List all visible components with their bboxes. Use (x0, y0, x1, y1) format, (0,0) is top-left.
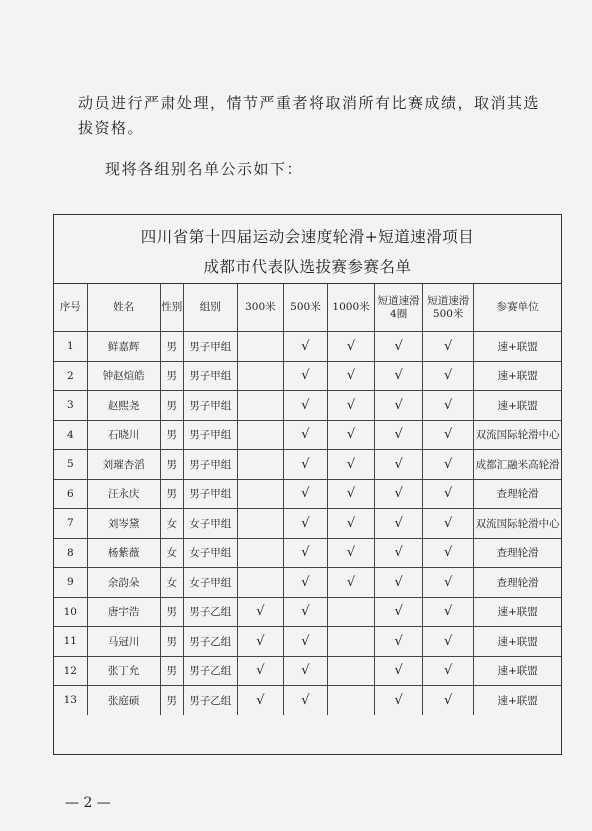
check-mark-cell: √ (237, 627, 283, 657)
cell-col-team: 成都汇融米高轮滑 (474, 450, 561, 480)
cell-col-name: 唐宇浩 (87, 597, 160, 627)
check-mark-cell: √ (327, 568, 374, 598)
cell-col-name: 石晓川 (87, 420, 160, 450)
check-mark-cell: √ (375, 361, 423, 391)
table-row (54, 656, 561, 686)
cell-col-300m (237, 391, 283, 421)
cell-col-name: 刘岑黛 (87, 509, 160, 539)
check-mark-cell: √ (375, 332, 423, 362)
cell-col-300m (237, 568, 283, 598)
cell-col-index: 8 (54, 538, 87, 568)
table-title (54, 215, 561, 284)
cell-col-name: 刘璀杏滔 (87, 450, 160, 480)
cell-col-index: 12 (54, 656, 87, 686)
table-row (54, 568, 561, 598)
body-text-line-2: 拔资格。 (78, 119, 145, 137)
check-mark-cell: √ (283, 627, 327, 657)
check-mark-cell: √ (283, 420, 327, 450)
cell-col-name: 杨紫薇 (87, 538, 160, 568)
check-mark-cell: √ (423, 391, 474, 421)
cell-col-index: 4 (54, 420, 87, 450)
cell-col-name: 张庭硕 (87, 686, 160, 715)
cell-col-team: 速+联盟 (474, 686, 561, 715)
header-col-group: 组别 (183, 284, 237, 332)
cell-col-gender: 女 (160, 568, 183, 598)
check-mark-cell: √ (423, 627, 474, 657)
check-mark-cell: √ (375, 538, 423, 568)
check-mark-cell: √ (283, 450, 327, 480)
cell-col-gender: 男 (160, 597, 183, 627)
cell-col-group: 男子甲组 (183, 479, 237, 509)
cell-col-gender: 男 (160, 391, 183, 421)
cell-col-group: 女子甲组 (183, 568, 237, 598)
roster-table (53, 214, 562, 755)
check-mark-cell: √ (237, 686, 283, 715)
table-row (54, 391, 561, 421)
cell-col-300m (237, 361, 283, 391)
cell-col-300m (237, 332, 283, 362)
check-mark-cell: √ (375, 509, 423, 539)
cell-col-300m (237, 450, 283, 480)
check-mark-cell: √ (375, 627, 423, 657)
cell-col-300m (237, 479, 283, 509)
check-mark-cell: √ (283, 568, 327, 598)
header-col-1000m: 1000米 (327, 284, 374, 332)
cell-col-group: 男子乙组 (183, 627, 237, 657)
check-mark-cell: √ (375, 568, 423, 598)
check-mark-cell: √ (423, 538, 474, 568)
cell-col-team: 速+联盟 (474, 361, 561, 391)
cell-col-team: 速+联盟 (474, 627, 561, 657)
cell-col-index: 11 (54, 627, 87, 657)
cell-col-group: 男子甲组 (183, 361, 237, 391)
cell-col-index: 13 (54, 686, 87, 715)
check-mark-cell: √ (375, 391, 423, 421)
table-row (54, 479, 561, 509)
check-mark-cell: √ (423, 656, 474, 686)
body-text-line-1: 动员进行严肃处理，情节严重者将取消所有比赛成绩，取消其选 (78, 94, 541, 112)
cell-col-index: 9 (54, 568, 87, 598)
cell-col-group: 男子甲组 (183, 391, 237, 421)
table-row (54, 420, 561, 450)
header-col-short-4-laps: 短道速滑4圈 (375, 284, 423, 332)
cell-col-300m (237, 538, 283, 568)
check-mark-cell: √ (375, 597, 423, 627)
cell-col-300m (237, 509, 283, 539)
header-col-short-500m: 短道速滑500米 (423, 284, 474, 332)
roster-grid (54, 284, 561, 715)
cell-col-1000m (327, 656, 374, 686)
header-col-300m: 300米 (237, 284, 283, 332)
cell-col-team: 查理轮滑 (474, 538, 561, 568)
cell-col-group: 男子乙组 (183, 597, 237, 627)
table-row (54, 361, 561, 391)
table-row (54, 509, 561, 539)
body-text-line-3: 现将各组别名单公示如下： (105, 160, 304, 178)
cell-col-team: 速+联盟 (474, 597, 561, 627)
check-mark-cell: √ (423, 686, 474, 715)
check-mark-cell: √ (423, 420, 474, 450)
cell-col-team: 查理轮滑 (474, 568, 561, 598)
check-mark-cell: √ (283, 391, 327, 421)
cell-col-group: 男子乙组 (183, 686, 237, 715)
cell-col-team: 速+联盟 (474, 332, 561, 362)
cell-col-team: 双流国际轮滑中心 (474, 509, 561, 539)
cell-col-team: 查理轮滑 (474, 479, 561, 509)
cell-col-name: 张丁允 (87, 656, 160, 686)
check-mark-cell: √ (327, 479, 374, 509)
cell-col-name: 钟赵煊皓 (87, 361, 160, 391)
cell-col-gender: 男 (160, 361, 183, 391)
check-mark-cell: √ (327, 391, 374, 421)
check-mark-cell: √ (327, 450, 374, 480)
check-mark-cell: √ (423, 332, 474, 362)
check-mark-cell: √ (237, 597, 283, 627)
cell-col-1000m (327, 686, 374, 715)
check-mark-cell: √ (375, 656, 423, 686)
cell-col-group: 男子甲组 (183, 332, 237, 362)
table-row (54, 597, 561, 627)
cell-col-index: 7 (54, 509, 87, 539)
cell-col-group: 女子甲组 (183, 538, 237, 568)
check-mark-cell: √ (283, 509, 327, 539)
cell-col-name: 汪永庆 (87, 479, 160, 509)
cell-col-group: 男子甲组 (183, 420, 237, 450)
cell-col-team: 双流国际轮滑中心 (474, 420, 561, 450)
cell-col-team: 速+联盟 (474, 656, 561, 686)
cell-col-gender: 女 (160, 538, 183, 568)
header-col-team: 参赛单位 (474, 284, 561, 332)
cell-col-gender: 男 (160, 450, 183, 480)
cell-col-name: 鲜嘉辉 (87, 332, 160, 362)
cell-col-1000m (327, 597, 374, 627)
check-mark-cell: √ (423, 450, 474, 480)
check-mark-cell: √ (327, 538, 374, 568)
cell-col-group: 男子甲组 (183, 450, 237, 480)
cell-col-1000m (327, 627, 374, 657)
table-row (54, 686, 561, 715)
check-mark-cell: √ (327, 332, 374, 362)
table-row (54, 627, 561, 657)
cell-col-index: 6 (54, 479, 87, 509)
check-mark-cell: √ (327, 420, 374, 450)
cell-col-name: 马冠川 (87, 627, 160, 657)
check-mark-cell: √ (375, 479, 423, 509)
check-mark-cell: √ (423, 361, 474, 391)
check-mark-cell: √ (423, 509, 474, 539)
cell-col-index: 2 (54, 361, 87, 391)
cell-col-gender: 女 (160, 509, 183, 539)
check-mark-cell: √ (283, 479, 327, 509)
check-mark-cell: √ (423, 479, 474, 509)
table-title-line-1: 四川省第十四届运动会速度轮滑+短道速滑项目 (140, 228, 475, 246)
cell-col-name: 余韵朵 (87, 568, 160, 598)
cell-col-index: 3 (54, 391, 87, 421)
cell-col-300m (237, 420, 283, 450)
cell-col-gender: 男 (160, 656, 183, 686)
check-mark-cell: √ (283, 656, 327, 686)
check-mark-cell: √ (375, 420, 423, 450)
header-col-name: 姓名 (87, 284, 160, 332)
table-row (54, 332, 561, 362)
check-mark-cell: √ (375, 686, 423, 715)
cell-col-index: 5 (54, 450, 87, 480)
header-col-index: 序号 (54, 284, 87, 332)
header-col-gender: 性别 (160, 284, 183, 332)
check-mark-cell: √ (423, 568, 474, 598)
table-row (54, 450, 561, 480)
cell-col-group: 女子甲组 (183, 509, 237, 539)
cell-col-gender: 男 (160, 479, 183, 509)
table-row (54, 538, 561, 568)
cell-col-gender: 男 (160, 420, 183, 450)
cell-col-gender: 男 (160, 627, 183, 657)
cell-col-name: 赵熙尧 (87, 391, 160, 421)
cell-col-gender: 男 (160, 686, 183, 715)
check-mark-cell: √ (327, 361, 374, 391)
check-mark-cell: √ (283, 361, 327, 391)
cell-col-team: 速+联盟 (474, 391, 561, 421)
table-title-line-2: 成都市代表队选拔赛参赛名单 (203, 258, 412, 276)
check-mark-cell: √ (283, 538, 327, 568)
cell-col-group: 男子乙组 (183, 656, 237, 686)
header-row (54, 284, 561, 332)
cell-col-gender: 男 (160, 332, 183, 362)
table-body (54, 332, 561, 715)
check-mark-cell: √ (283, 597, 327, 627)
cell-col-index: 1 (54, 332, 87, 362)
cell-col-index: 10 (54, 597, 87, 627)
check-mark-cell: √ (375, 450, 423, 480)
check-mark-cell: √ (423, 597, 474, 627)
check-mark-cell: √ (237, 656, 283, 686)
page-number: — 2 — (65, 795, 111, 811)
check-mark-cell: √ (283, 332, 327, 362)
check-mark-cell: √ (327, 509, 374, 539)
header-col-500m: 500米 (283, 284, 327, 332)
check-mark-cell: √ (283, 686, 327, 715)
